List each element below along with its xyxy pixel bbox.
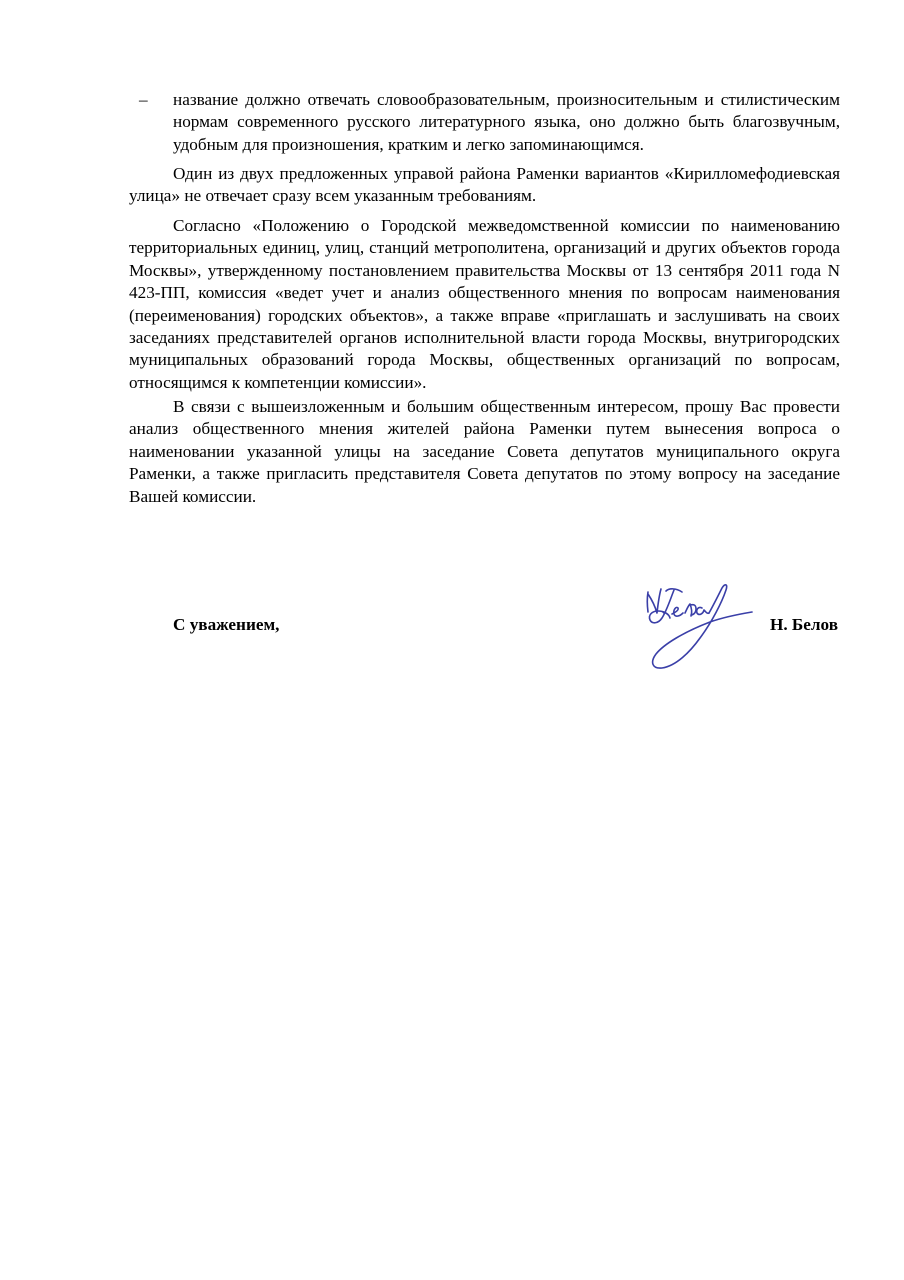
closing-salutation: С уважением, [173, 615, 280, 634]
paragraph-variant-note: Один из двух предложенных управой района Раменки вариантов «Кирилломефодиевская улица» не отвечает сразу всем указанным требованиям. [129, 164, 840, 206]
handwritten-signature [630, 582, 760, 674]
paragraph-request: В связи с вышеизложенным и большим общественным интересом, прошу Вас провести анализ общественного мнения жителей района Раменки путем вынесения вопроса о наименовании указанной улицы на заседание Совета депутатов муниципального округа Раменки, а также пригласить представителя Совета депутатов по этому вопросу на заседание Вашей комиссии. [129, 397, 840, 506]
paragraph-commission-regulation: Согласно «Положению о Городской межведомственной комиссии по наименованию территориальных единиц, улиц, станций метрополитена, организаций и других объектов города Москвы», утвержденному постановлением правительства Москвы от 13 сентября 2011 года N 423-ПП, комиссия «ведет учет и анализ общественного мнения по вопросам наименования (переименования) городских объектов», а также вправе «приглашать и заслушивать на своих заседаниях представителей органов исполнительной власти города Москвы, внутригородских муниципальных образований города Москвы, общественных организаций по вопросам, относящимся к компетенции комиссии». [129, 216, 840, 392]
requirement-text: название должно отвечать словообразовательным, произносительным и стилистическим нормам современного русского литературного языка, оно должно быть благозвучным, удобным для произношения, кратким и легко запоминающимся. [173, 90, 840, 154]
signer-name: Н. Белов [769, 615, 838, 634]
list-dash-marker: – [139, 90, 148, 109]
